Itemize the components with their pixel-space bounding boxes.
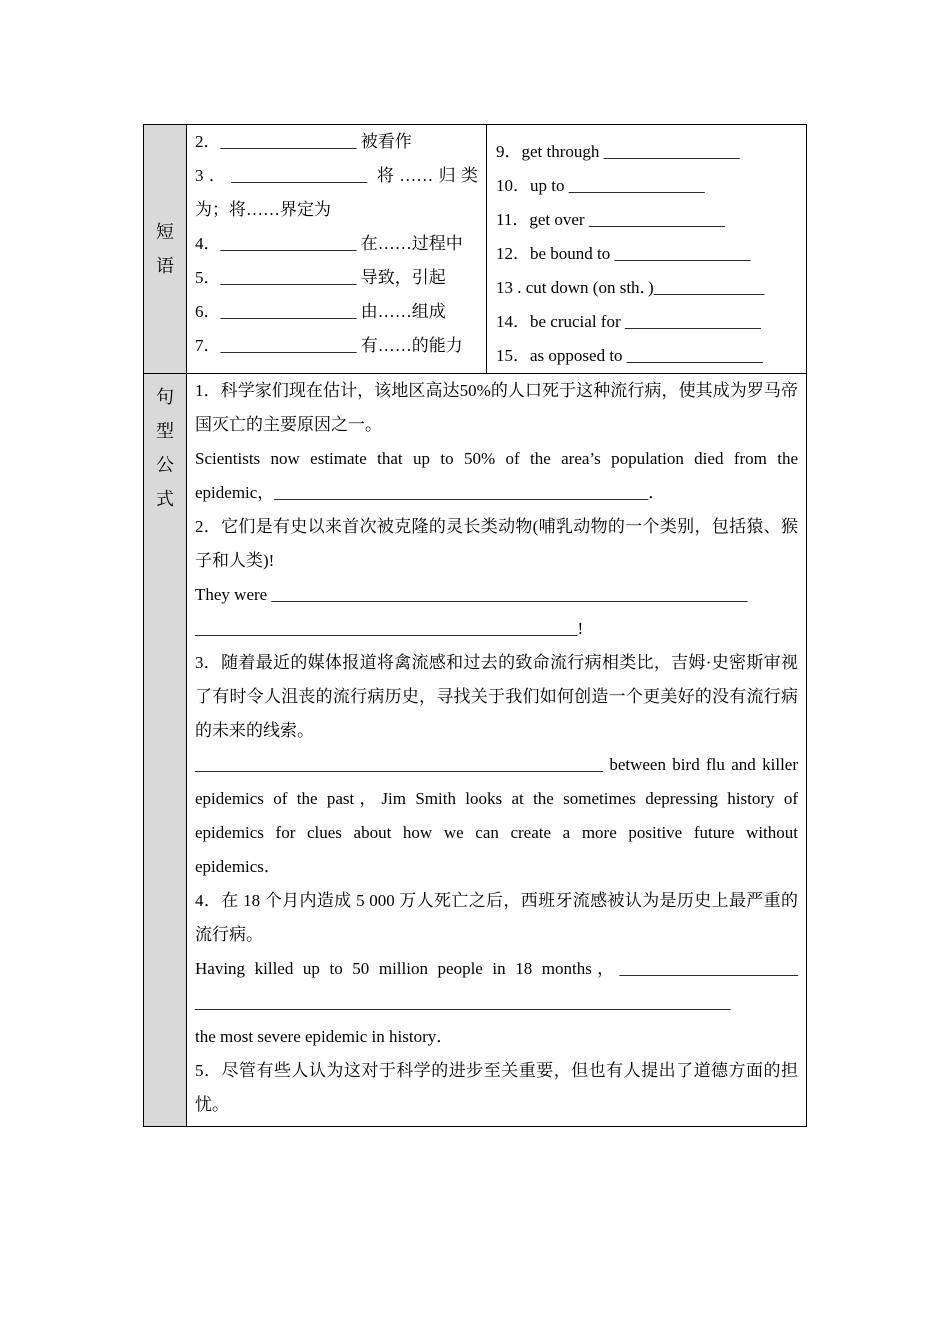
- phrase-item: 3．________________ 将……归类为；将……界定为: [195, 166, 478, 219]
- sentence-line: 2．它们是有史以来首次被克隆的灵长类动物(哺乳动物的一个类别，包括猿、猴子和人类)!: [195, 517, 798, 570]
- phrases-row: [144, 125, 806, 374]
- phrase-item: 14．be crucial for ________________: [496, 312, 761, 331]
- sentence-line: _______________________________________________________________: [195, 993, 731, 1012]
- sentence-line: 5．尽管有些人认为这对于科学的进步至关重要，但也有人提出了道德方面的担忧。: [195, 1061, 798, 1114]
- phrases-left-column: [187, 125, 487, 373]
- phrase-item: 10．up to ________________: [496, 176, 705, 195]
- sentences-label: 句型公式: [156, 387, 174, 509]
- sentence-line: ________________________________________________ between bird flu and killer epidemics of the past，Jim Smith looks at the sometimes depressing history of epidemics for clues about how we can create a more positive future without epidemics．: [195, 755, 798, 876]
- phrase-item: 7．________________ 有……的能力: [195, 336, 463, 355]
- sentence-line: Having killed up to 50 million people in 18 months，_____________________: [195, 959, 798, 978]
- sentence-line: the most severe epidemic in history．: [195, 1027, 454, 1046]
- phrase-item: 11．get over ________________: [496, 210, 725, 229]
- phrases-right-column: [487, 125, 806, 373]
- sentences-body: [187, 374, 806, 1126]
- phrase-item: 12．be bound to ________________: [496, 244, 751, 263]
- sentence-line: 4．在 18 个月内造成 5 000 万人死亡之后，西班牙流感被认为是历史上最严重的流行病。: [195, 891, 798, 944]
- phrase-item: 6．________________ 由……组成: [195, 302, 446, 321]
- phrase-item: 4．________________ 在……过程中: [195, 234, 463, 253]
- phrases-label: 短语: [156, 222, 174, 276]
- sentences-label-cell: [144, 374, 187, 1126]
- sentence-line: _____________________________________________!: [195, 619, 584, 638]
- sentence-line: Scientists now estimate that up to 50% of the area’s population died from the epidemic，____________________________________________．: [195, 449, 798, 502]
- phrase-item: 2．________________ 被看作: [195, 132, 412, 151]
- sentence-line: 3．随着最近的媒体报道将禽流感和过去的致命流行病相类比，吉姆·史密斯审视了有时令人沮丧的流行病历史，寻找关于我们如何创造一个更美好的没有流行病的未来的线索。: [195, 653, 798, 740]
- phrases-label-cell: [144, 125, 187, 373]
- sentence-line: They were ________________________________________________________: [195, 585, 748, 604]
- worksheet-table: [143, 124, 807, 1127]
- phrase-item: 13 . cut down (on sth．)_____________: [496, 278, 765, 297]
- phrase-item: 15．as opposed to ________________: [496, 346, 763, 365]
- sentences-row: [144, 374, 806, 1126]
- phrase-item: 9．get through ________________: [496, 142, 740, 161]
- sentence-line: 1．科学家们现在估计，该地区高达50%的人口死于这种流行病，使其成为罗马帝国灭亡的主要原因之一。: [195, 381, 798, 434]
- phrase-item: 5．________________ 导致，引起: [195, 268, 446, 287]
